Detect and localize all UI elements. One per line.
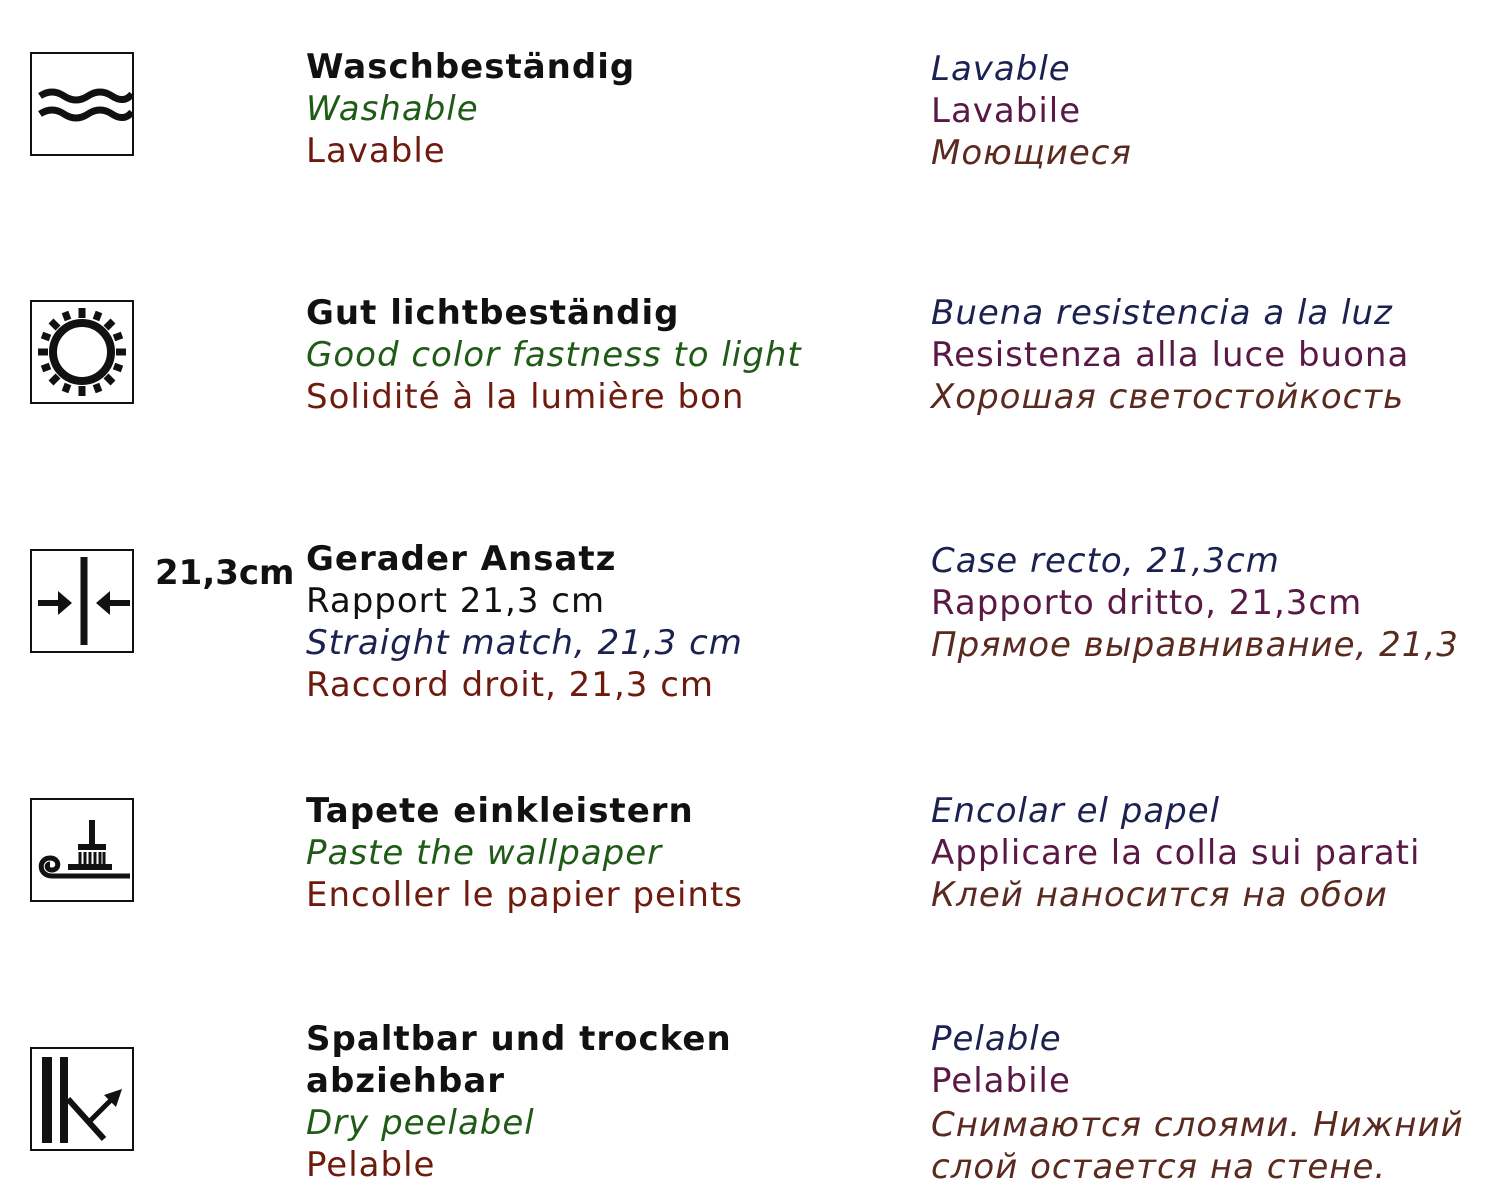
label-en: Dry peelabel <box>306 1103 535 1143</box>
label-ru: Клей наносится на обои <box>931 875 1388 915</box>
label-fr: Lavable <box>306 131 446 171</box>
label-es: Pelable <box>931 1019 1062 1059</box>
label-it: Pelabile <box>931 1061 1071 1101</box>
label-ru: Прямое выравнивание, 21,3 <box>931 625 1459 665</box>
label-de: Tapete einkleistern <box>306 791 694 831</box>
label-fr: Raccord droit, 21,3 cm <box>306 665 715 705</box>
label-en: Paste the wallpaper <box>306 833 663 873</box>
label-ru: Хорошая светостойкость <box>931 377 1405 417</box>
label-de-rapport: Rapport 21,3 cm <box>306 581 606 621</box>
label-es: Lavable <box>931 49 1071 89</box>
label-de-cont: abziehbar <box>306 1061 506 1101</box>
label-it: Rapporto dritto, 21,3cm <box>931 583 1363 623</box>
label-it: Applicare la colla sui parati <box>931 833 1421 873</box>
label-de: Waschbeständig <box>306 47 636 87</box>
label-fr: Encoller le papier peints <box>306 875 743 915</box>
paste-wallpaper-icon <box>30 798 134 902</box>
label-ru-cont: слой остается на стене. <box>931 1147 1387 1187</box>
label-en: Washable <box>306 89 479 129</box>
washable-waves-icon <box>30 52 134 156</box>
label-de: Spaltbar und trocken <box>306 1019 732 1059</box>
peelable-icon <box>30 1047 134 1151</box>
label-ru: Снимаются слоями. Нижний <box>931 1105 1464 1145</box>
label-ru: Моющиеся <box>931 133 1132 173</box>
label-fr: Pelable <box>306 1145 436 1185</box>
label-it: Lavabile <box>931 91 1082 131</box>
label-en: Straight match, 21,3 cm <box>306 623 743 663</box>
label-es: Encolar el papel <box>931 791 1221 831</box>
straight-match-icon <box>30 549 134 653</box>
label-fr: Solidité à la lumière bon <box>306 377 745 417</box>
label-es: Buena resistencia a la luz <box>931 293 1393 333</box>
label-de: Gerader Ansatz <box>306 539 617 579</box>
label-de: Gut lichtbeständig <box>306 293 680 333</box>
label-es: Case recto, 21,3cm <box>931 541 1280 581</box>
sun-lightfast-icon <box>30 300 134 404</box>
label-en: Good color fastness to light <box>306 335 802 375</box>
repeat-measure-label: 21,3cm <box>155 553 295 593</box>
label-it: Resistenza alla luce buona <box>931 335 1410 375</box>
